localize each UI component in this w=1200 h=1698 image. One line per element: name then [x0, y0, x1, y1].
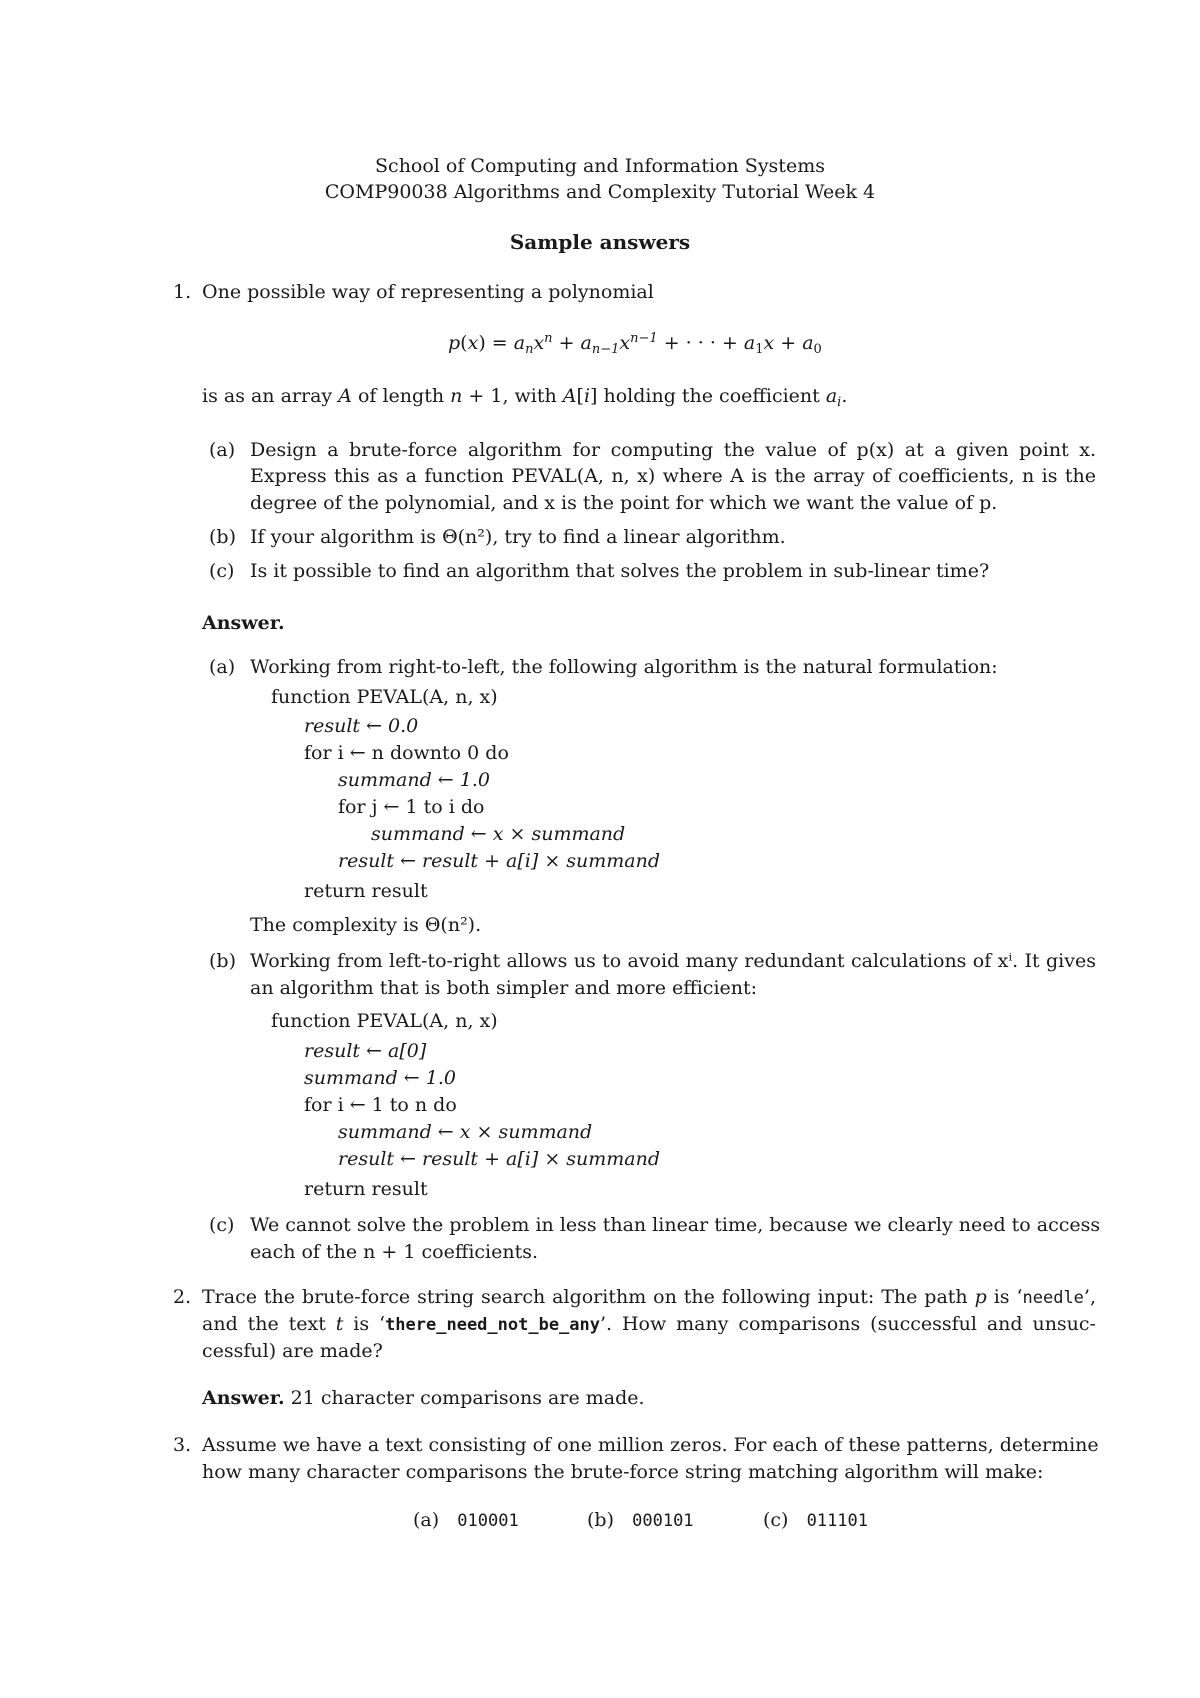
- q1c-line: Is it possible to find an algorithm that solves the problem in sub-linear time?: [250, 560, 990, 582]
- q1-ans-c-line-1: We cannot solve the problem in less than linear time, because we clearly need to access: [250, 1214, 1101, 1236]
- q1a-line-2: Express this as a function PEVAL(A, n, x) where A is the array of coefficients, n is the: [250, 465, 1096, 487]
- q1-ans-a-label: (a): [209, 656, 236, 678]
- algo2-line-6: result ← result + a[i] × summand: [338, 1148, 661, 1170]
- algo2-line-1: function PEVAL(A, n, x): [271, 1010, 498, 1032]
- algo1-line-3: for i ← n downto 0 do: [304, 742, 509, 764]
- algo1-line-5: for j ← 1 to i do: [338, 796, 485, 818]
- algo2-line-7: return result: [304, 1178, 428, 1200]
- page-subtitle: Sample answers: [509, 230, 691, 254]
- algo1-line-8: return result: [304, 880, 428, 902]
- q1-ans-b-line-1: Working from left-to-right allows us to avoid many redundant calculations of xⁱ. It gives: [250, 950, 1096, 972]
- algo2-line-3: summand ← 1.0: [304, 1067, 456, 1089]
- q1-ans-b-label: (b): [209, 950, 236, 972]
- q1a-label: (a): [209, 439, 236, 461]
- q1-ans-a-line: Working from right-to-left, the following algorithm is the natural formulation:: [250, 656, 998, 678]
- pattern-a: (a) 010001: [413, 1509, 519, 1531]
- algo2-line-2: result ← a[0]: [304, 1040, 427, 1062]
- q1a-line-3: degree of the polynomial, and x is the point for which we want the value of p.: [250, 492, 998, 514]
- q3-line-2: how many character comparisons the brute-force string matching algorithm will make:: [202, 1461, 1044, 1483]
- q1b-line: If your algorithm is Θ(n²), try to find a linear algorithm.: [250, 526, 786, 548]
- q1-number: 1.: [173, 281, 192, 303]
- pattern-b: (b) 000101: [587, 1509, 694, 1531]
- q2-answer: Answer. 21 character comparisons are made.: [202, 1387, 645, 1409]
- q1-intro: One possible way of representing a polynomial: [202, 281, 654, 303]
- q1-ans-c-line-2: each of the n + 1 coefficients.: [250, 1241, 539, 1263]
- q1-ans-b-line-2: an algorithm that is both simpler and more efficient:: [250, 977, 758, 999]
- q1c-label: (c): [209, 560, 235, 582]
- q2-number: 2.: [173, 1286, 192, 1308]
- algo1-line-4: summand ← 1.0: [338, 769, 490, 791]
- algo1-line-1: function PEVAL(A, n, x): [271, 686, 498, 708]
- q1b-label: (b): [209, 526, 236, 548]
- school-name: School of Computing and Information Systems: [375, 155, 825, 177]
- algo1-line-6: summand ← x × summand: [371, 823, 626, 845]
- q1-ans-c-label: (c): [209, 1214, 235, 1236]
- q3-number: 3.: [173, 1434, 192, 1456]
- q1a-line-1: Design a brute-force algorithm for computing the value of p(x) at a given point x.: [250, 439, 1096, 461]
- array-description: is as an array A of length n + 1, with A[i] holding the coefficient $a_i$.: [202, 385, 848, 410]
- course-title: COMP90038 Algorithms and Complexity Tutorial Week 4: [324, 181, 876, 203]
- pattern-c: (c) 011101: [763, 1509, 869, 1531]
- q2-line-3: cessful) are made?: [202, 1340, 383, 1362]
- q3-line-1: Assume we have a text consisting of one million zeros. For each of these patterns, determine: [202, 1434, 1099, 1456]
- polynomial-formula: $p(x) = a_nx^n + a_{n-1}x^{n-1}$ + · · · + $a_1x + a_0$: [448, 331, 822, 357]
- algo2-line-5: summand ← x × summand: [338, 1121, 593, 1143]
- algo1-line-7: result ← result + a[i] × summand: [338, 850, 661, 872]
- q2-line-1: Trace the brute-force string search algorithm on the following input: The path p is ‘needle’,: [202, 1286, 1097, 1308]
- complexity-statement: The complexity is Θ(n²).: [250, 914, 482, 936]
- q2-line-2: and the text t is ‘there_need_not_be_any’. How many comparisons (successful and unsuc-: [202, 1313, 1096, 1335]
- algo1-line-2: result ← 0.0: [304, 715, 419, 737]
- algo2-line-4: for i ← 1 to n do: [304, 1094, 457, 1116]
- q1-answer-heading: Answer.: [202, 612, 285, 634]
